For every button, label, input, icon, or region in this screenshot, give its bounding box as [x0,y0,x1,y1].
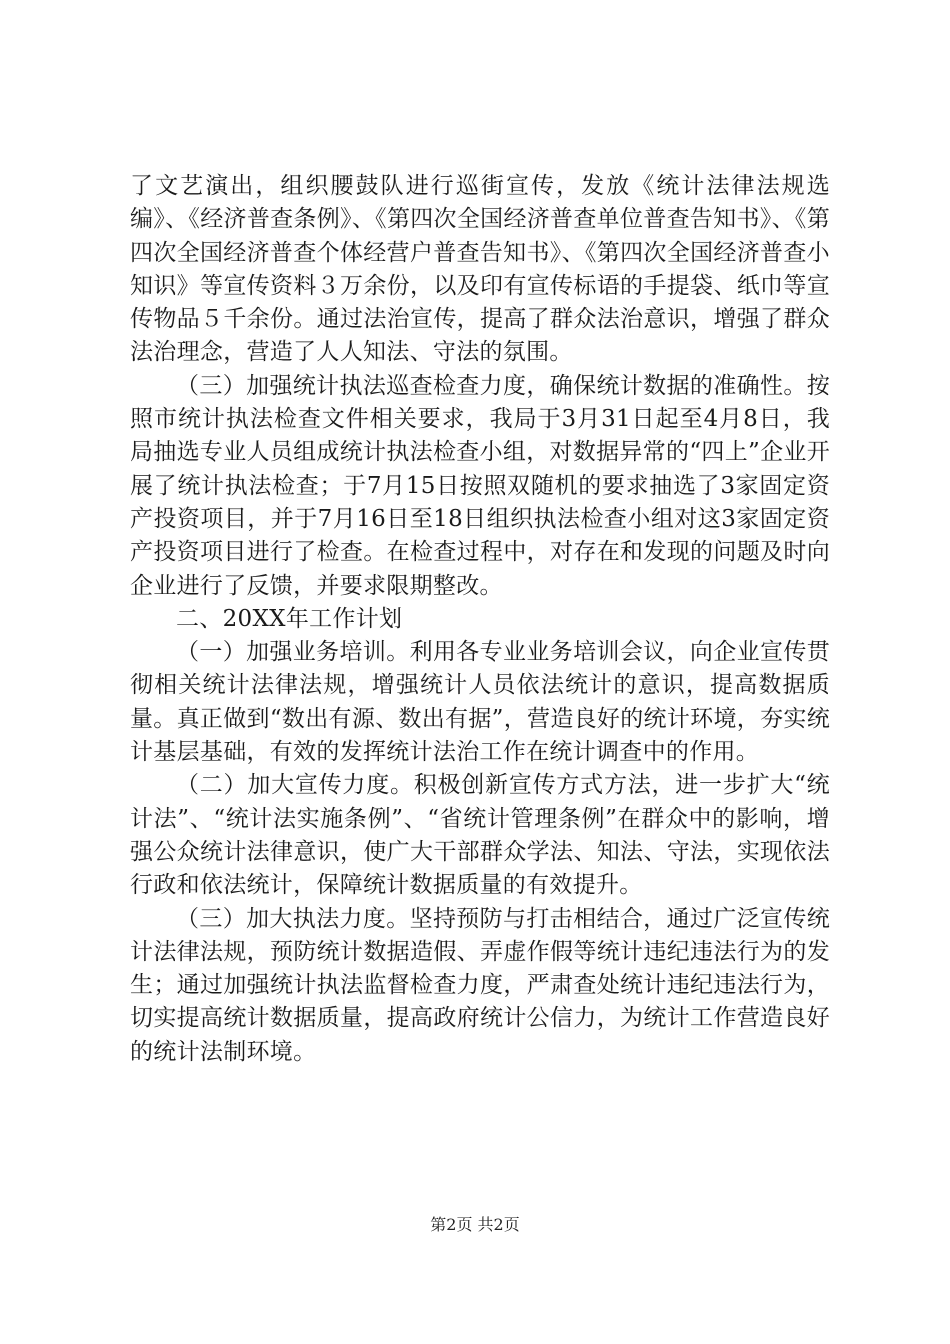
paragraph-plan-training: （一）加强业务培训。利用各专业业务培训会议，向企业宣传贯彻相关统计法律法规，增强统计人员依法统计的意识，提高数据质量。真正做到“数出有源、数出有据”，营造良好的统计环境，夯实统计基层基础，有效的发挥统计法治工作在统计调查中的作用。 [130,639,830,766]
page-number-current: 第2页 [430,1215,473,1234]
section-heading-work-plan: 二、20XX年工作计划 [176,605,403,632]
paragraph-section-3-enforcement: （三）加强统计执法巡查检查力度，确保统计数据的准确性。按照市统计执法检查文件相关要求，我局于3月31日起至4月8日，我局抽选专业人员组成统计执法检查小组，对数据异常的“四上”企业开展了统计执法检查；于7月15日按照双随机的要求抽选了3家固定资产投资项目，并于7月16日至18日组织执法检查小组对这3家固定资产投资项目进行了检查。在检查过程中，对存在和发现的问题及时向企业进行了反馈，并要求限期整改。 [130,372,830,599]
paragraph-continuation: 了文艺演出，组织腰鼓队进行巡街宣传，发放《统计法律法规选编》、《经济普查条例》、《第四次全国经济普查单位普查告知书》、《第四次全国经济普查个体经营户普查告知书》、《第四次全国经济普查小知识》等宣传资料３万余份，以及印有宣传标语的手提袋、纸巾等宣传物品５千余份。通过法治宣传，提高了群众法治意识，增强了群众法治理念，营造了人人知法、守法的氛围。 [130,173,830,366]
document-body [130,170,830,1069]
paragraph-plan-enforcement: （三）加大执法力度。坚持预防与打击相结合，通过广泛宣传统计法律法规，预防统计数据造假、弄虚作假等统计违纪违法行为的发生；通过加强统计执法监督检查力度，严肃查处统计违纪违法行为，切实提高统计数据质量，提高政府统计公信力，为统计工作营造良好的统计法制环境。 [130,905,830,1065]
paragraph-plan-publicity: （二）加大宣传力度。积极创新宣传方式方法，进一步扩大“统计法”、“统计法实施条例”、“省统计管理条例”在群众中的影响，增强公众统计法律意识，使广大干部群众学法、知法、守法，实现依法行政和依法统计，保障统计数据质量的有效提升。 [130,772,830,899]
page-footer [0,1215,950,1235]
page-number-total: 共2页 [477,1215,520,1234]
